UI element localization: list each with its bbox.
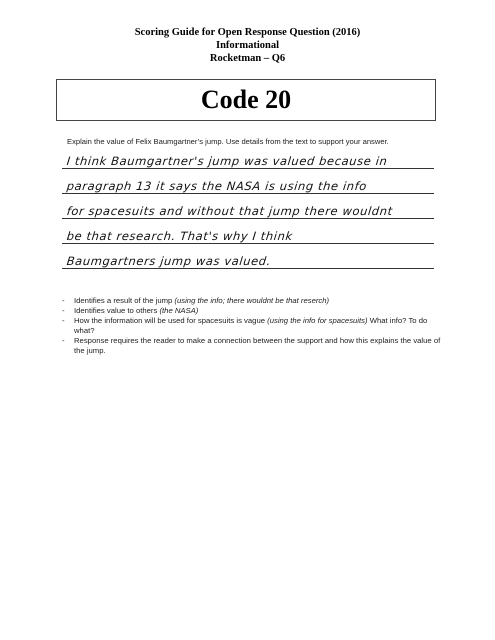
ruled-line [62,268,434,269]
ruled-line [62,243,434,244]
question-prompt: Explain the value of Felix Baumgartner’s jump. Use details from the text to support your answer. [67,137,389,146]
passage-label: Rocketman – Q6 [209,53,286,64]
bullet-dash: - [62,296,65,305]
student-answer [62,154,434,284]
ruled-line [62,168,434,169]
note-text: Response requires the reader to make a connection between the support and how this explains the value of the jump. [74,336,441,355]
bullet-dash: - [62,316,65,325]
bullet-dash: - [62,336,65,345]
note-quote: (using the info for spacesuits) [267,316,368,325]
note-tail: What info? To do what? [74,316,428,335]
answer-line-2: paragraph 13 it says the NASA is using the info [66,179,368,193]
document-title: Scoring Guide for Open Response Question (2016) [134,27,361,38]
ruled-line [62,218,434,219]
note-quote: (the NASA) [159,306,199,315]
genre-label: Informational [216,40,279,51]
answer-line-1: I think Baumgartner's jump was valued because in [66,154,389,168]
note-item [62,296,442,306]
answer-line-4: be that research. That's why I think [66,229,294,243]
note-item [62,316,442,336]
ruled-line [62,193,434,194]
note-text: How the information will be used for spacesuits is vague [74,316,268,325]
note-item [62,336,442,356]
note-item [62,306,442,316]
note-quote: (using the info; there wouldnt be that reserch) [174,296,330,305]
scoring-notes [62,296,442,356]
note-text: Identifies a result of the jump [74,296,175,305]
document-header [0,26,495,65]
score-code: Code 20 [200,85,292,114]
score-code-box [56,79,436,121]
bullet-dash: - [62,306,65,315]
note-text: Identifies value to others [74,306,160,315]
answer-line-5: Baumgartners jump was valued. [66,254,272,268]
answer-line-3: for spacesuits and without that jump there wouldnt [66,204,394,218]
